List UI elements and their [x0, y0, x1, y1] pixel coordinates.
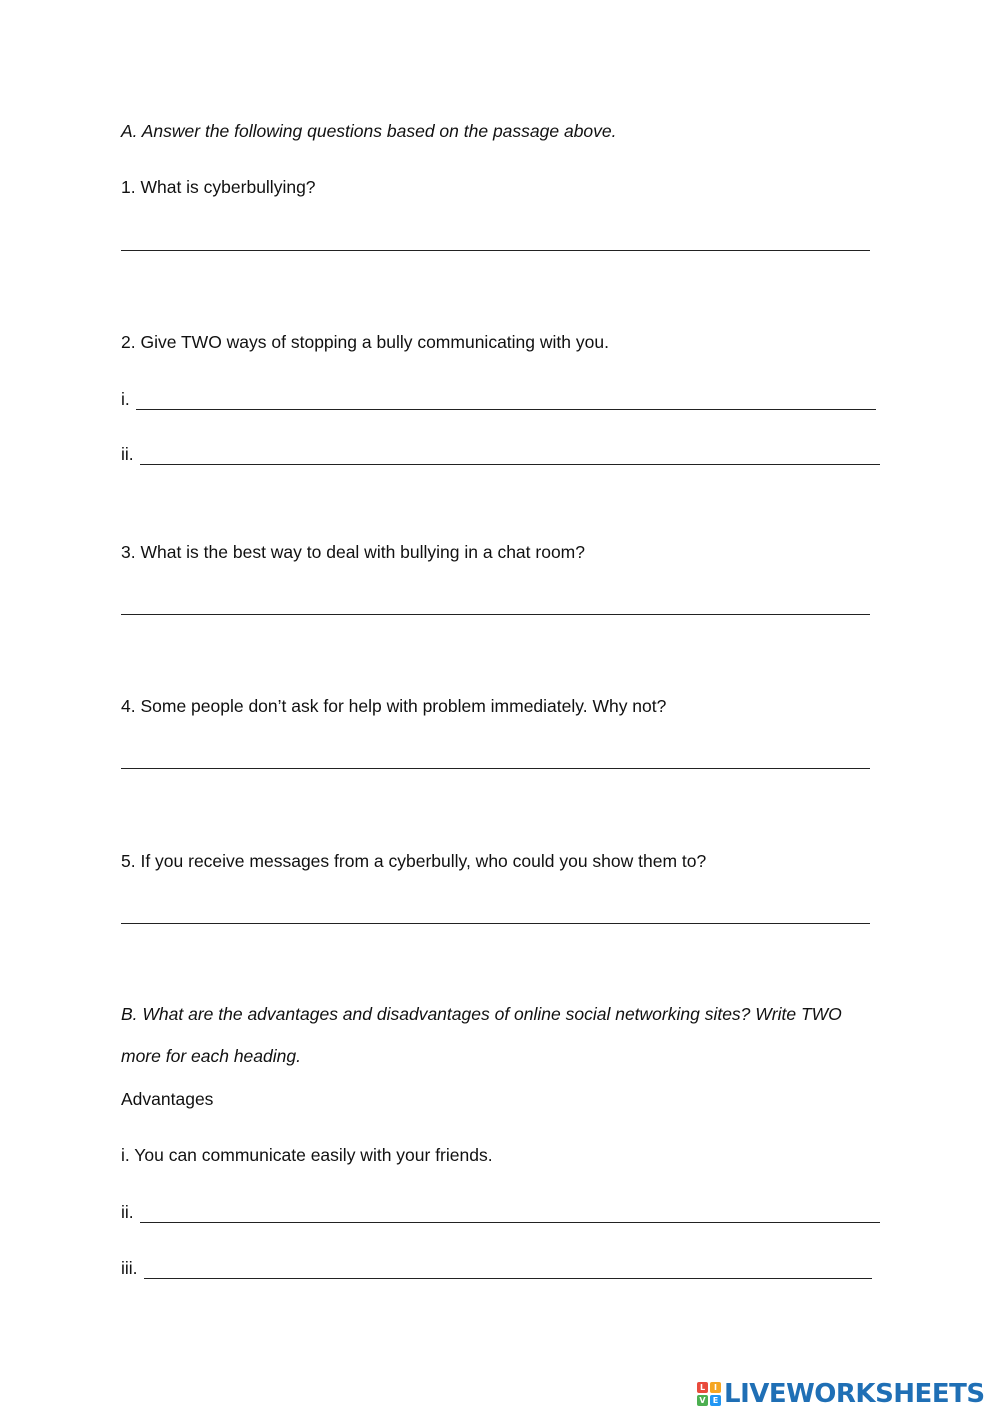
advantage-line-iii[interactable]	[144, 1262, 872, 1279]
liveworksheets-logo-icon	[697, 1382, 721, 1406]
advantages-heading: Advantages	[121, 1089, 214, 1109]
advantage-line-ii[interactable]	[140, 1206, 880, 1223]
logo-tile-i: I	[710, 1382, 721, 1393]
question-1: 1. What is cyberbullying?	[121, 177, 316, 197]
logo-tile-v: V	[697, 1395, 708, 1406]
advantage-row-ii	[121, 1201, 880, 1223]
section-b-instruction-line-1: B. What are the advantages and disadvantages of online social networking sites? Write TWO	[121, 1004, 842, 1024]
section-a-instruction: A. Answer the following questions based on the passage above.	[121, 121, 617, 141]
answer-line-3[interactable]	[121, 614, 870, 615]
question-2: 2. Give TWO ways of stopping a bully communicating with you.	[121, 332, 609, 352]
logo-tile-e: E	[710, 1395, 721, 1406]
answer-line-5[interactable]	[121, 923, 870, 924]
logo-tile-l: L	[697, 1382, 708, 1393]
section-b-instruction-line-2: more for each heading.	[121, 1046, 301, 1066]
answer-line-2-i[interactable]	[136, 393, 876, 410]
question-3: 3. What is the best way to deal with bullying in a chat room?	[121, 542, 585, 562]
answer-row-2-i	[121, 388, 876, 410]
advantage-item-i: i. You can communicate easily with your friends.	[121, 1145, 493, 1165]
answer-prefix-2-i: i.	[121, 389, 130, 409]
answer-line-1[interactable]	[121, 250, 870, 251]
liveworksheets-logo	[697, 1379, 985, 1409]
liveworksheets-logo-text: LIVEWORKSHEETS	[724, 1379, 985, 1409]
question-4: 4. Some people don’t ask for help with problem immediately. Why not?	[121, 696, 667, 716]
answer-row-2-ii	[121, 443, 880, 465]
answer-line-4[interactable]	[121, 768, 870, 769]
advantage-prefix-ii: ii.	[121, 1202, 134, 1222]
advantage-row-iii	[121, 1257, 872, 1279]
question-5: 5. If you receive messages from a cyberbully, who could you show them to?	[121, 851, 707, 871]
answer-line-2-ii[interactable]	[140, 448, 880, 465]
advantage-prefix-iii: iii.	[121, 1258, 138, 1278]
answer-prefix-2-ii: ii.	[121, 444, 134, 464]
